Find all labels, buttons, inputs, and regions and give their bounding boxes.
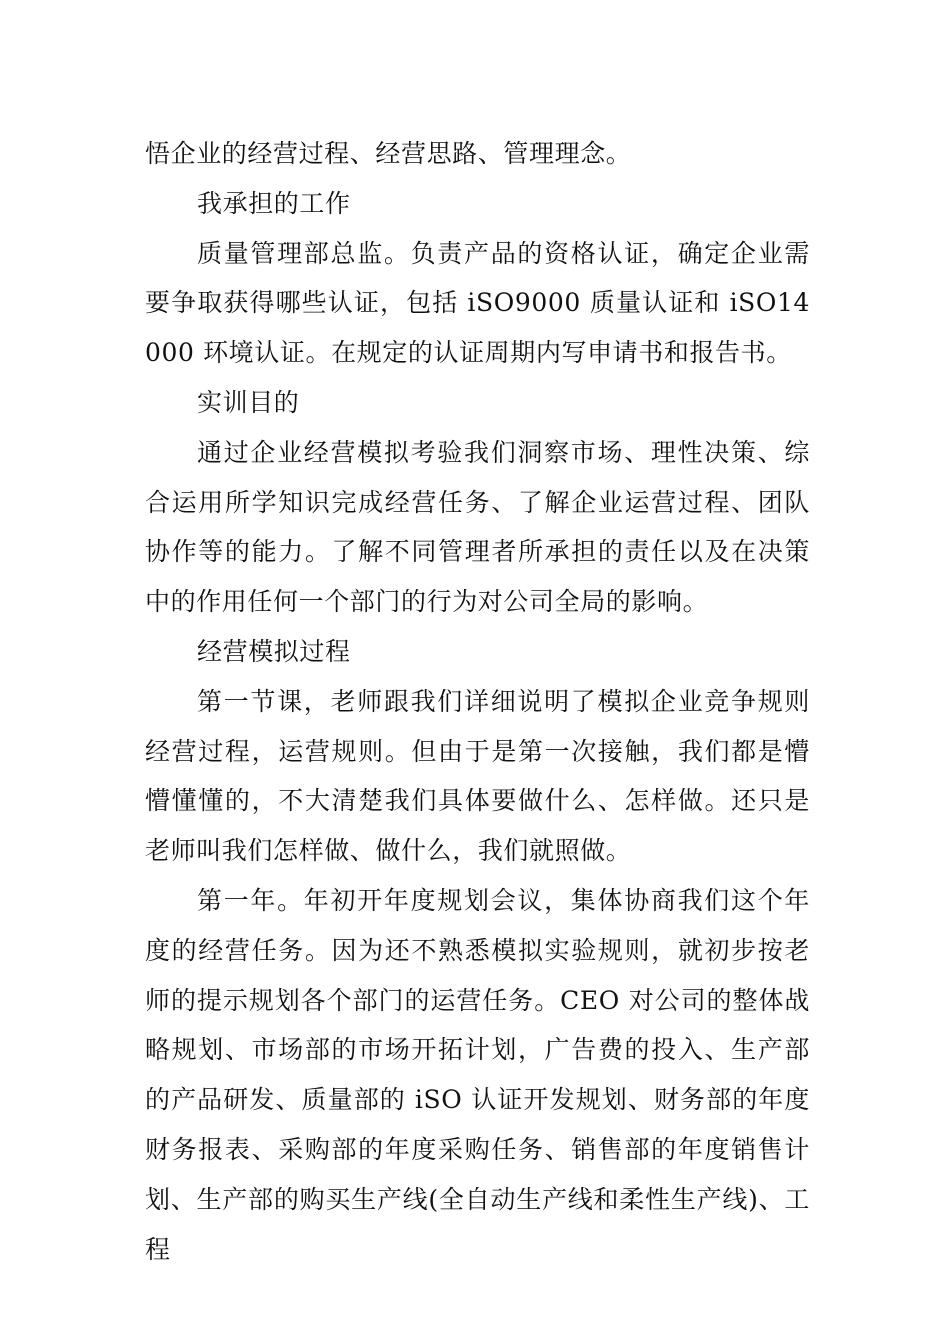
paragraph-first-year: 第一年。年初开年度规划会议，集体协商我们这个年度的经营任务。因为还不熟悉模拟实验规则，就初步按老师的提示规划各个部门的运营任务。CEO 对公司的整体战略规划、市场部的市场开拓计划，广告费的投入、生产部的产品研发、质量部的 iSO 认证开发规划、财务部的年度财务报表、采购部的年度采购任务、销售部的年度销售计划、生产部的购买生产线(全自动生产线和柔性生产线)、工程 [145, 885, 810, 1264]
document-body [145, 129, 810, 1274]
paragraph-my-work: 质量管理部总监。负责产品的资格认证，确定企业需要争取获得哪些认证，包括 iSO9000 质量认证和 iSO14000 环境认证。在规定的认证周期内写申请书和报告书。 [145, 238, 810, 368]
section-heading-my-work: 我承担的工作 [197, 188, 351, 218]
section-heading-simulation-process: 经营模拟过程 [197, 636, 351, 666]
paragraph-first-lesson: 第一节课，老师跟我们详细说明了模拟企业竞争规则经营过程，运营规则。但由于是第一次接触，我们都是懵懵懂懂的，不大清楚我们具体要做什么、怎样做。还只是老师叫我们怎样做、做什么，我们就照做。 [145, 686, 810, 866]
paragraph-training-purpose: 通过企业经营模拟考验我们洞察市场、理性决策、综合运用所学知识完成经营任务、了解企业运营过程、团队协作等的能力。了解不同管理者所承担的责任以及在决策中的作用任何一个部门的行为对公司全局的影响。 [145, 437, 810, 617]
paragraph-continuation: 悟企业的经营过程、经营思路、管理理念。 [145, 139, 632, 168]
section-heading-training-purpose: 实训目的 [197, 387, 300, 417]
